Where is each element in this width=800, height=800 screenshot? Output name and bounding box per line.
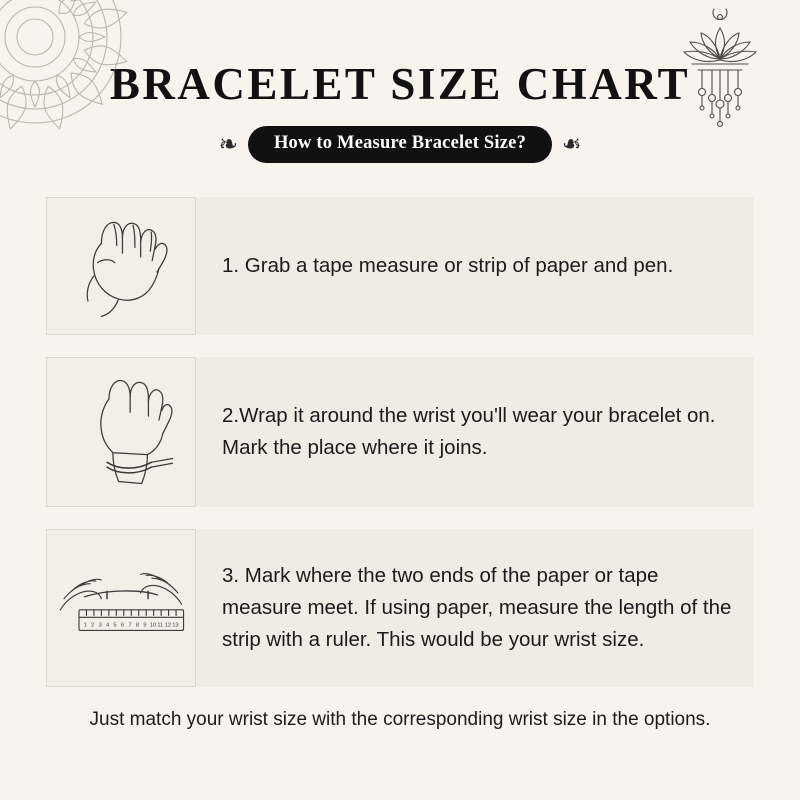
steps-list [0, 197, 800, 687]
hand-holding-tape-icon [59, 209, 184, 324]
svg-text:3: 3 [98, 622, 102, 629]
svg-text:1: 1 [83, 622, 87, 629]
svg-text:5: 5 [113, 622, 117, 629]
svg-text:2: 2 [91, 622, 95, 629]
flourish-left-icon: ❧ [218, 130, 238, 159]
svg-text:12: 12 [164, 622, 172, 629]
step-text-1: 1. Grab a tape measure or strip of paper and pen. [222, 254, 674, 278]
step-image-2 [46, 357, 196, 507]
hand-wrist-wrap-icon [59, 370, 184, 495]
list-item [46, 357, 754, 507]
svg-text:7: 7 [128, 622, 132, 629]
svg-text:8: 8 [135, 622, 140, 629]
list-item [46, 197, 754, 335]
svg-text:10: 10 [149, 622, 157, 629]
step-image-1 [46, 197, 196, 335]
step-image-3 [46, 529, 196, 687]
footer-note: Just match your wrist size with the corresponding wrist size in the options. [89, 709, 711, 730]
subtitle-badge: How to Measure Bracelet Size? [248, 126, 552, 163]
list-item [46, 529, 754, 687]
svg-text:4: 4 [106, 622, 110, 629]
step-text-2: 2.Wrap it around the wrist you'll wear your bracelet on. Mark the place where it joins. [222, 404, 716, 459]
svg-text:6: 6 [121, 622, 125, 629]
svg-text:13: 13 [172, 622, 179, 629]
svg-text:11: 11 [157, 622, 164, 629]
hands-measuring-ruler-icon [51, 552, 191, 664]
subtitle-row [0, 126, 800, 163]
step-text-3: 3. Mark where the two ends of the paper or tape measure meet. If using paper, measure the length of the strip with a ruler. This would be your wrist size. [222, 564, 732, 651]
page-title: BRACELET SIZE CHART [109, 59, 691, 109]
svg-text:9: 9 [143, 622, 147, 629]
flourish-right-icon: ❧ [562, 130, 582, 159]
